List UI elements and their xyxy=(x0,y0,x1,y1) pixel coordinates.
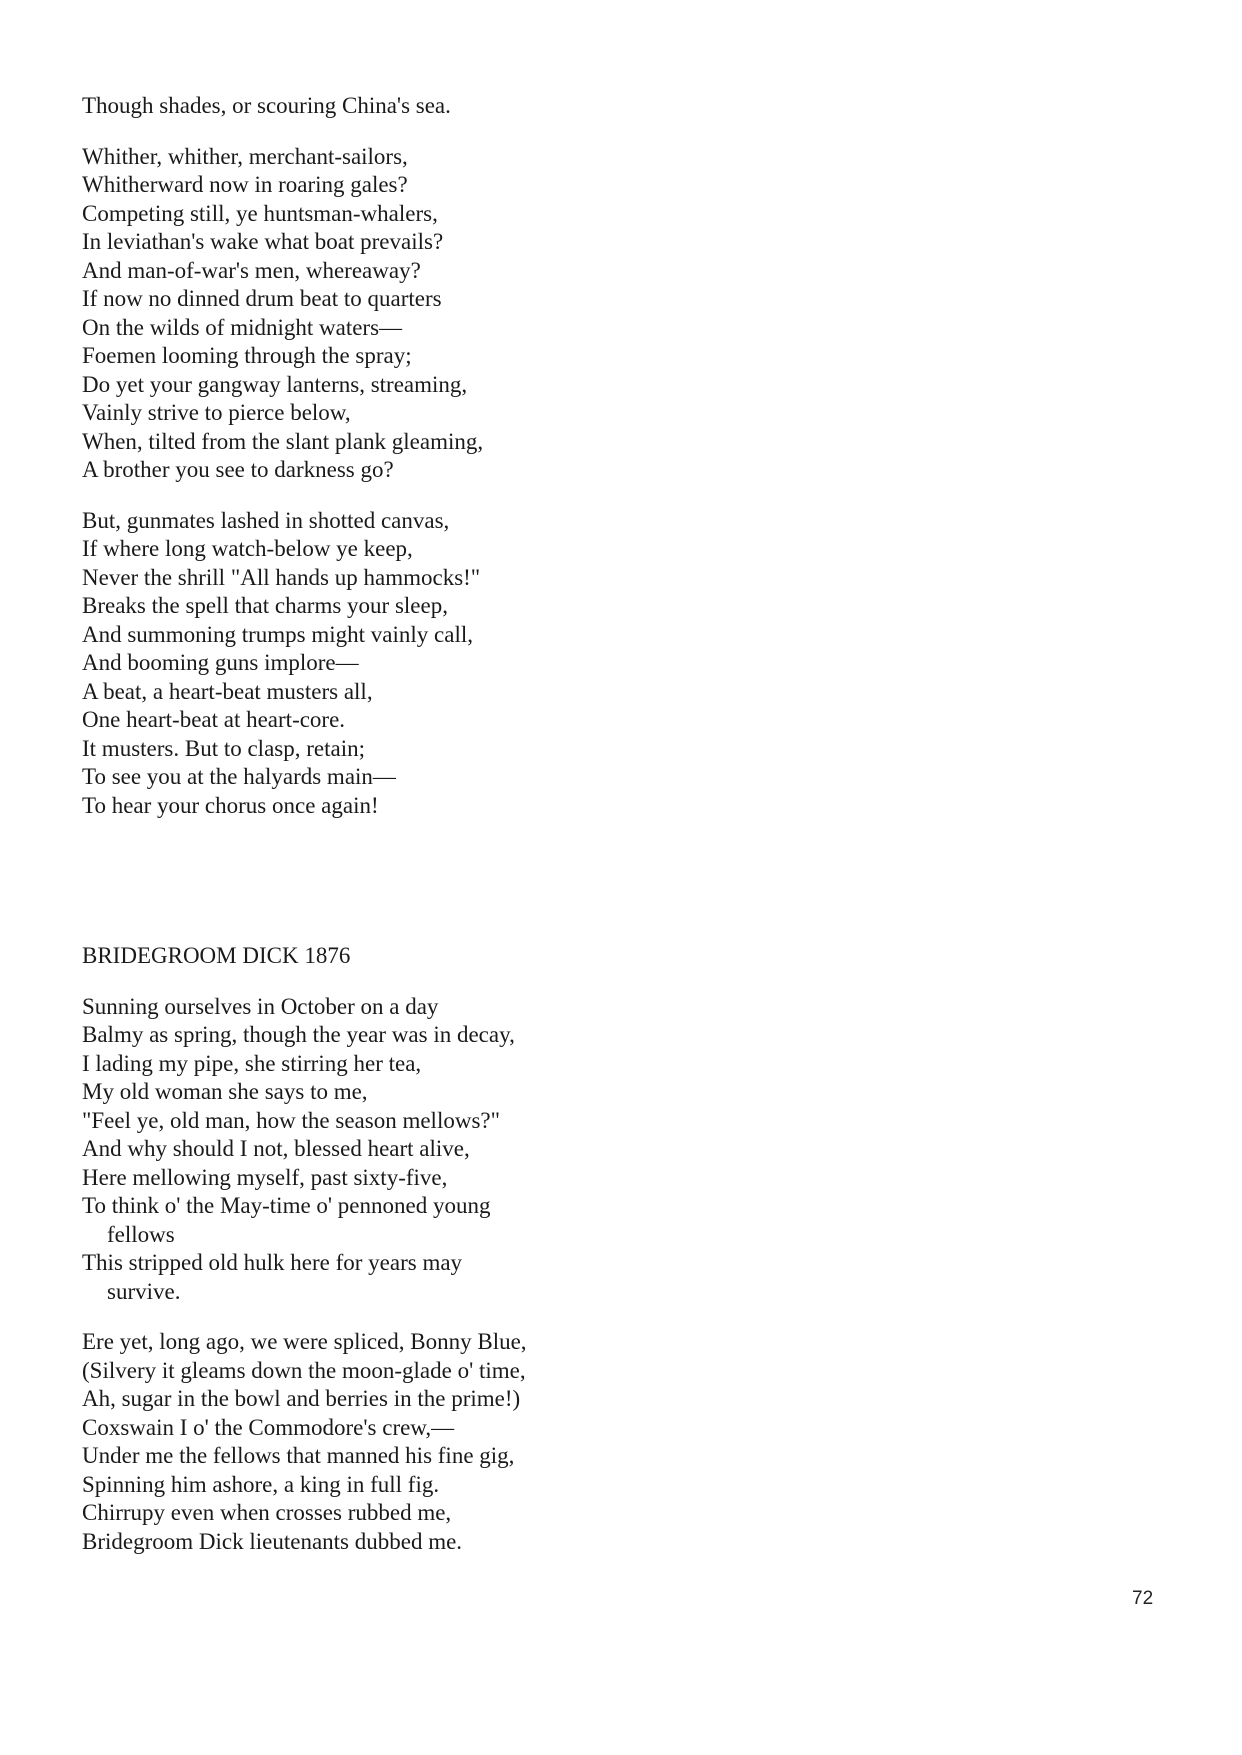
poem-line: Whitherward now in roaring gales? xyxy=(82,172,408,197)
poem-part-1 xyxy=(82,92,1082,820)
page-body xyxy=(82,92,1082,1578)
poem-line: I lading my pipe, she stirring her tea, xyxy=(82,1050,422,1076)
poem-line: (Silvery it gleams down the moon-glade o' time, xyxy=(82,1357,526,1383)
poem-line: To hear your chorus once again! xyxy=(82,792,379,818)
stanza xyxy=(82,507,1082,821)
poem-line: Balmy as spring, though the year was in decay, xyxy=(82,1022,515,1047)
poem-line: But, gunmates lashed in shotted canvas, xyxy=(82,507,450,533)
page-number: 72 xyxy=(1132,1588,1154,1609)
poem-line: And summoning trumps might vainly call, xyxy=(82,621,473,647)
poem-line: And booming guns implore— xyxy=(82,650,359,675)
poem-line: Ah, sugar in the bowl and berries in the prime!) xyxy=(82,1386,521,1411)
poem-line: Whither, whither, merchant-sailors, xyxy=(82,143,408,169)
poem-line: And why should I not, blessed heart alive, xyxy=(82,1136,470,1161)
poem-line: "Feel ye, old man, how the season mellows?" xyxy=(82,1107,500,1133)
stanza xyxy=(82,993,1082,1307)
stanza xyxy=(82,143,1082,485)
section-gap xyxy=(82,842,1082,942)
poem-line: When, tilted from the slant plank gleaming, xyxy=(82,428,484,454)
poem-line: If where long watch-below ye keep, xyxy=(82,536,413,561)
poem-line: In leviathan's wake what boat prevails? xyxy=(82,229,444,254)
poem-line: A brother you see to darkness go? xyxy=(82,457,394,482)
poem-line: survive. xyxy=(107,1278,181,1304)
poem-line: It musters. But to clasp, retain; xyxy=(82,735,365,761)
stanza xyxy=(82,1328,1082,1556)
poem-line: Chirrupy even when crosses rubbed me, xyxy=(82,1500,452,1525)
poem-line: fellows xyxy=(107,1221,175,1247)
stanza xyxy=(82,92,1082,121)
poem-line: Bridegroom Dick lieutenants dubbed me. xyxy=(82,1528,463,1554)
poem-line: Ere yet, long ago, we were spliced, Bonny Blue, xyxy=(82,1329,527,1354)
poem-line: A beat, a heart-beat musters all, xyxy=(82,678,373,704)
poem-line: To see you at the halyards main— xyxy=(82,764,396,789)
poem-line: Foemen looming through the spray; xyxy=(82,343,412,368)
poem-line: Spinning him ashore, a king in full fig. xyxy=(82,1471,440,1497)
poem-line: Though shades, or scouring China's sea. xyxy=(82,93,451,118)
poem-line: If now no dinned drum beat to quarters xyxy=(82,286,442,311)
poem-line: To think o' the May-time o' pennoned young xyxy=(82,1193,491,1218)
poem-line: And man-of-war's men, whereaway? xyxy=(82,257,421,283)
poem-part-2 xyxy=(82,993,1082,1557)
poem-line: On the wilds of midnight waters— xyxy=(82,314,403,340)
poem-line: Vainly strive to pierce below, xyxy=(82,400,351,425)
poem-line: Competing still, ye huntsman-whalers, xyxy=(82,200,438,226)
poem-line: Under me the fellows that manned his fine gig, xyxy=(82,1443,515,1468)
poem-line: Here mellowing myself, past sixty-five, xyxy=(82,1164,448,1190)
poem-title: BRIDEGROOM DICK 1876 xyxy=(82,943,351,968)
poem-line: One heart-beat at heart-core. xyxy=(82,707,346,732)
poem-line: My old woman she says to me, xyxy=(82,1079,368,1104)
poem-line: Do yet your gangway lanterns, streaming, xyxy=(82,371,468,397)
poem-line: Breaks the spell that charms your sleep, xyxy=(82,593,448,618)
poem-line: Never the shrill "All hands up hammocks!" xyxy=(82,564,481,590)
poem-line: This stripped old hulk here for years may xyxy=(82,1250,463,1275)
poem-line: Coxswain I o' the Commodore's crew,— xyxy=(82,1414,455,1440)
poem-line: Sunning ourselves in October on a day xyxy=(82,993,439,1019)
